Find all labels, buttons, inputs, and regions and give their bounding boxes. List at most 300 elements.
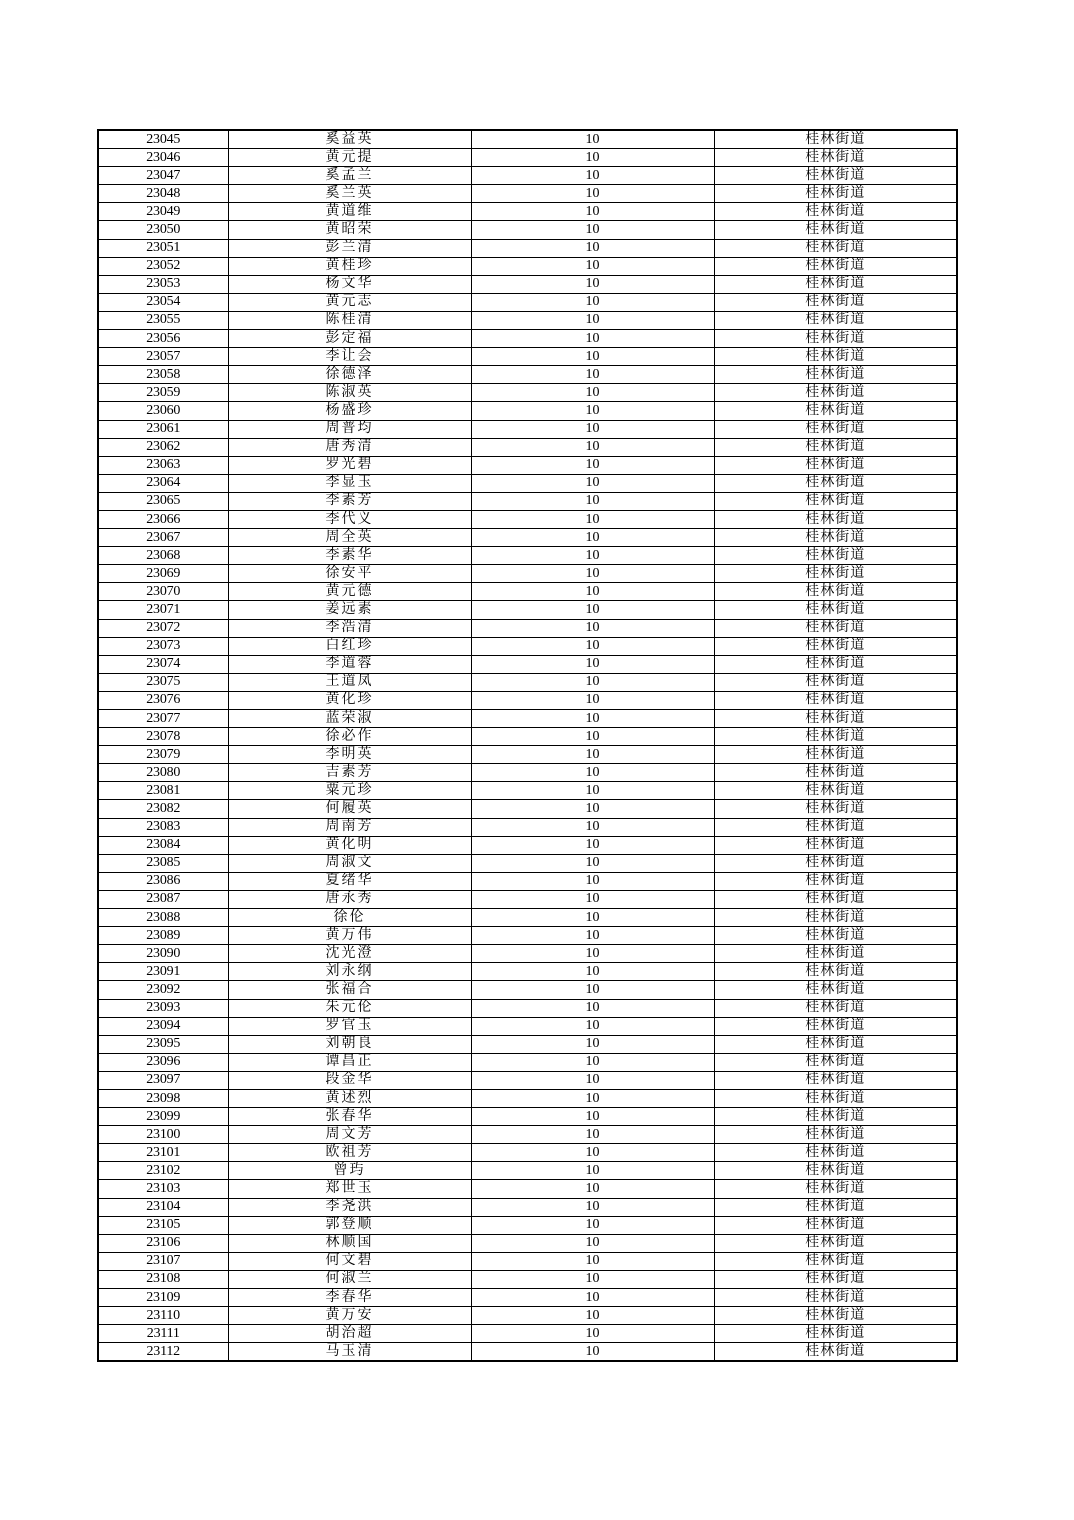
amount-cell: 10	[471, 999, 714, 1017]
street-cell: 桂林街道	[714, 1144, 957, 1162]
amount-cell: 10	[471, 438, 714, 456]
amount-cell: 10	[471, 601, 714, 619]
name-cell: 朱元伦	[228, 999, 471, 1017]
table-row	[98, 836, 957, 854]
id-cell: 23093	[98, 999, 228, 1017]
amount-cell: 10	[471, 1216, 714, 1234]
name-cell: 奚孟兰	[228, 167, 471, 185]
amount-cell: 10	[471, 583, 714, 601]
street-cell: 桂林街道	[714, 1307, 957, 1325]
id-cell: 23067	[98, 529, 228, 547]
street-cell: 桂林街道	[714, 438, 957, 456]
id-cell: 23099	[98, 1108, 228, 1126]
amount-cell: 10	[471, 728, 714, 746]
amount-cell: 10	[471, 384, 714, 402]
street-cell: 桂林街道	[714, 800, 957, 818]
name-cell: 郭登顺	[228, 1216, 471, 1234]
amount-cell: 10	[471, 981, 714, 999]
amount-cell: 10	[471, 818, 714, 836]
street-cell: 桂林街道	[714, 1035, 957, 1053]
id-cell: 23094	[98, 1017, 228, 1035]
table-row	[98, 1126, 957, 1144]
amount-cell: 10	[471, 1035, 714, 1053]
name-cell: 罗光碧	[228, 456, 471, 474]
street-cell: 桂林街道	[714, 691, 957, 709]
id-cell: 23047	[98, 167, 228, 185]
amount-cell: 10	[471, 800, 714, 818]
street-cell: 桂林街道	[714, 927, 957, 945]
amount-cell: 10	[471, 1053, 714, 1071]
id-cell: 23063	[98, 456, 228, 474]
name-cell: 郑世玉	[228, 1180, 471, 1198]
amount-cell: 10	[471, 257, 714, 275]
street-cell: 桂林街道	[714, 909, 957, 927]
street-cell: 桂林街道	[714, 257, 957, 275]
name-cell: 黄万安	[228, 1307, 471, 1325]
name-cell: 蓝荣淑	[228, 710, 471, 728]
amount-cell: 10	[471, 420, 714, 438]
table-row	[98, 637, 957, 655]
table-row	[98, 203, 957, 221]
table-row	[98, 547, 957, 565]
amount-cell: 10	[471, 1108, 714, 1126]
amount-cell: 10	[471, 746, 714, 764]
id-cell: 23084	[98, 836, 228, 854]
amount-cell: 10	[471, 1289, 714, 1307]
name-cell: 夏绪华	[228, 872, 471, 890]
id-cell: 23096	[98, 1053, 228, 1071]
table-row	[98, 1289, 957, 1307]
id-cell: 23046	[98, 149, 228, 167]
amount-cell: 10	[471, 890, 714, 908]
name-cell: 欧祖芳	[228, 1144, 471, 1162]
name-cell: 谭昌正	[228, 1053, 471, 1071]
street-cell: 桂林街道	[714, 764, 957, 782]
table-row	[98, 130, 957, 149]
table-row	[98, 1270, 957, 1288]
id-cell: 23083	[98, 818, 228, 836]
name-cell: 粟元珍	[228, 782, 471, 800]
street-cell: 桂林街道	[714, 130, 957, 149]
name-cell: 徐伦	[228, 909, 471, 927]
id-cell: 23069	[98, 565, 228, 583]
table-row	[98, 1252, 957, 1270]
id-cell: 23064	[98, 474, 228, 492]
table-row	[98, 348, 957, 366]
id-cell: 23071	[98, 601, 228, 619]
street-cell: 桂林街道	[714, 1017, 957, 1035]
id-cell: 23105	[98, 1216, 228, 1234]
name-cell: 李道蓉	[228, 655, 471, 673]
street-cell: 桂林街道	[714, 1198, 957, 1216]
amount-cell: 10	[471, 130, 714, 149]
table-row	[98, 438, 957, 456]
amount-cell: 10	[471, 311, 714, 329]
street-cell: 桂林街道	[714, 583, 957, 601]
table-row	[98, 311, 957, 329]
id-cell: 23087	[98, 890, 228, 908]
id-cell: 23092	[98, 981, 228, 999]
street-cell: 桂林街道	[714, 999, 957, 1017]
table-row	[98, 1198, 957, 1216]
amount-cell: 10	[471, 655, 714, 673]
amount-cell: 10	[471, 510, 714, 528]
id-cell: 23072	[98, 619, 228, 637]
amount-cell: 10	[471, 456, 714, 474]
street-cell: 桂林街道	[714, 1252, 957, 1270]
name-cell: 林顺国	[228, 1234, 471, 1252]
amount-cell: 10	[471, 1089, 714, 1107]
table-row	[98, 655, 957, 673]
table-row	[98, 456, 957, 474]
table-row	[98, 673, 957, 691]
street-cell: 桂林街道	[714, 384, 957, 402]
name-cell: 李显玉	[228, 474, 471, 492]
id-cell: 23056	[98, 330, 228, 348]
table-row	[98, 474, 957, 492]
amount-cell: 10	[471, 1234, 714, 1252]
table-row	[98, 275, 957, 293]
street-cell: 桂林街道	[714, 872, 957, 890]
id-cell: 23048	[98, 185, 228, 203]
table-row	[98, 963, 957, 981]
street-cell: 桂林街道	[714, 1162, 957, 1180]
id-cell: 23061	[98, 420, 228, 438]
name-cell: 李代义	[228, 510, 471, 528]
table-row	[98, 1234, 957, 1252]
name-cell: 奚兰英	[228, 185, 471, 203]
table-row	[98, 149, 957, 167]
amount-cell: 10	[471, 402, 714, 420]
amount-cell: 10	[471, 872, 714, 890]
id-cell: 23085	[98, 854, 228, 872]
table-row	[98, 1216, 957, 1234]
table-row	[98, 492, 957, 510]
id-cell: 23097	[98, 1071, 228, 1089]
name-cell: 黄元提	[228, 149, 471, 167]
name-cell: 周全英	[228, 529, 471, 547]
name-cell: 黄化珍	[228, 691, 471, 709]
name-cell: 徐德泽	[228, 366, 471, 384]
id-cell: 23049	[98, 203, 228, 221]
table-row	[98, 927, 957, 945]
street-cell: 桂林街道	[714, 330, 957, 348]
table-row	[98, 1035, 957, 1053]
amount-cell: 10	[471, 149, 714, 167]
name-cell: 杨文华	[228, 275, 471, 293]
name-cell: 李让会	[228, 348, 471, 366]
street-cell: 桂林街道	[714, 818, 957, 836]
id-cell: 23091	[98, 963, 228, 981]
street-cell: 桂林街道	[714, 637, 957, 655]
table-row	[98, 510, 957, 528]
table-row	[98, 981, 957, 999]
street-cell: 桂林街道	[714, 655, 957, 673]
street-cell: 桂林街道	[714, 402, 957, 420]
street-cell: 桂林街道	[714, 1289, 957, 1307]
street-cell: 桂林街道	[714, 1216, 957, 1234]
name-cell: 张福合	[228, 981, 471, 999]
name-cell: 唐永秀	[228, 890, 471, 908]
street-cell: 桂林街道	[714, 565, 957, 583]
id-cell: 23075	[98, 673, 228, 691]
name-cell: 马玉清	[228, 1343, 471, 1362]
amount-cell: 10	[471, 348, 714, 366]
name-cell: 姜远素	[228, 601, 471, 619]
name-cell: 黄述烈	[228, 1089, 471, 1107]
amount-cell: 10	[471, 1343, 714, 1362]
name-cell: 李明英	[228, 746, 471, 764]
table-row	[98, 890, 957, 908]
amount-cell: 10	[471, 945, 714, 963]
name-cell: 徐安平	[228, 565, 471, 583]
street-cell: 桂林街道	[714, 203, 957, 221]
table-row	[98, 1108, 957, 1126]
table-row	[98, 818, 957, 836]
amount-cell: 10	[471, 637, 714, 655]
name-cell: 何履英	[228, 800, 471, 818]
id-cell: 23088	[98, 909, 228, 927]
id-cell: 23053	[98, 275, 228, 293]
amount-cell: 10	[471, 764, 714, 782]
amount-cell: 10	[471, 1270, 714, 1288]
table-row	[98, 945, 957, 963]
id-cell: 23101	[98, 1144, 228, 1162]
street-cell: 桂林街道	[714, 239, 957, 257]
street-cell: 桂林街道	[714, 1234, 957, 1252]
street-cell: 桂林街道	[714, 1108, 957, 1126]
name-cell: 何文碧	[228, 1252, 471, 1270]
id-cell: 23082	[98, 800, 228, 818]
amount-cell: 10	[471, 909, 714, 927]
street-cell: 桂林街道	[714, 1126, 957, 1144]
amount-cell: 10	[471, 1180, 714, 1198]
table-row	[98, 1089, 957, 1107]
street-cell: 桂林街道	[714, 854, 957, 872]
table-row	[98, 1144, 957, 1162]
table-row	[98, 1180, 957, 1198]
street-cell: 桂林街道	[714, 1325, 957, 1343]
name-cell: 黄化明	[228, 836, 471, 854]
street-cell: 桂林街道	[714, 456, 957, 474]
name-cell: 徐必作	[228, 728, 471, 746]
id-cell: 23051	[98, 239, 228, 257]
id-cell: 23104	[98, 1198, 228, 1216]
id-cell: 23057	[98, 348, 228, 366]
id-cell: 23081	[98, 782, 228, 800]
table-row	[98, 384, 957, 402]
street-cell: 桂林街道	[714, 890, 957, 908]
street-cell: 桂林街道	[714, 945, 957, 963]
street-cell: 桂林街道	[714, 728, 957, 746]
name-cell: 何淑兰	[228, 1270, 471, 1288]
amount-cell: 10	[471, 1307, 714, 1325]
amount-cell: 10	[471, 1144, 714, 1162]
street-cell: 桂林街道	[714, 474, 957, 492]
name-cell: 黄元德	[228, 583, 471, 601]
street-cell: 桂林街道	[714, 492, 957, 510]
street-cell: 桂林街道	[714, 710, 957, 728]
name-cell: 沈光澄	[228, 945, 471, 963]
street-cell: 桂林街道	[714, 1180, 957, 1198]
table-row	[98, 330, 957, 348]
street-cell: 桂林街道	[714, 348, 957, 366]
street-cell: 桂林街道	[714, 673, 957, 691]
table-row	[98, 257, 957, 275]
street-cell: 桂林街道	[714, 167, 957, 185]
table-row	[98, 728, 957, 746]
amount-cell: 10	[471, 619, 714, 637]
id-cell: 23111	[98, 1325, 228, 1343]
amount-cell: 10	[471, 492, 714, 510]
name-cell: 陈淑英	[228, 384, 471, 402]
id-cell: 23100	[98, 1126, 228, 1144]
id-cell: 23052	[98, 257, 228, 275]
table-row	[98, 1162, 957, 1180]
street-cell: 桂林街道	[714, 221, 957, 239]
id-cell: 23098	[98, 1089, 228, 1107]
name-cell: 周文芳	[228, 1126, 471, 1144]
id-cell: 23076	[98, 691, 228, 709]
amount-cell: 10	[471, 1252, 714, 1270]
table-row	[98, 782, 957, 800]
street-cell: 桂林街道	[714, 746, 957, 764]
table-row	[98, 167, 957, 185]
amount-cell: 10	[471, 221, 714, 239]
id-cell: 23112	[98, 1343, 228, 1362]
id-cell: 23059	[98, 384, 228, 402]
amount-cell: 10	[471, 1071, 714, 1089]
amount-cell: 10	[471, 691, 714, 709]
street-cell: 桂林街道	[714, 185, 957, 203]
id-cell: 23106	[98, 1234, 228, 1252]
table-row	[98, 239, 957, 257]
table-row	[98, 909, 957, 927]
amount-cell: 10	[471, 836, 714, 854]
name-cell: 彭定福	[228, 330, 471, 348]
name-cell: 罗官玉	[228, 1017, 471, 1035]
street-cell: 桂林街道	[714, 601, 957, 619]
table-row	[98, 601, 957, 619]
table-row	[98, 999, 957, 1017]
table-row	[98, 293, 957, 311]
street-cell: 桂林街道	[714, 1343, 957, 1362]
id-cell: 23074	[98, 655, 228, 673]
amount-cell: 10	[471, 1198, 714, 1216]
amount-cell: 10	[471, 1126, 714, 1144]
id-cell: 23077	[98, 710, 228, 728]
amount-cell: 10	[471, 710, 714, 728]
id-cell: 23058	[98, 366, 228, 384]
amount-cell: 10	[471, 474, 714, 492]
amount-cell: 10	[471, 1162, 714, 1180]
street-cell: 桂林街道	[714, 1270, 957, 1288]
amount-cell: 10	[471, 529, 714, 547]
street-cell: 桂林街道	[714, 547, 957, 565]
amount-cell: 10	[471, 1325, 714, 1343]
table-row	[98, 619, 957, 637]
name-cell: 周淑文	[228, 854, 471, 872]
street-cell: 桂林街道	[714, 420, 957, 438]
amount-cell: 10	[471, 927, 714, 945]
street-cell: 桂林街道	[714, 1071, 957, 1089]
name-cell: 周南芳	[228, 818, 471, 836]
name-cell: 王道凤	[228, 673, 471, 691]
id-cell: 23068	[98, 547, 228, 565]
amount-cell: 10	[471, 203, 714, 221]
street-cell: 桂林街道	[714, 963, 957, 981]
id-cell: 23079	[98, 746, 228, 764]
id-cell: 23103	[98, 1180, 228, 1198]
table-row	[98, 221, 957, 239]
amount-cell: 10	[471, 782, 714, 800]
street-cell: 桂林街道	[714, 149, 957, 167]
table-row	[98, 185, 957, 203]
id-cell: 23073	[98, 637, 228, 655]
table-body	[98, 130, 957, 1361]
name-cell: 杨盛珍	[228, 402, 471, 420]
name-cell: 曾玙	[228, 1162, 471, 1180]
id-cell: 23102	[98, 1162, 228, 1180]
amount-cell: 10	[471, 854, 714, 872]
amount-cell: 10	[471, 963, 714, 981]
name-cell: 李素芳	[228, 492, 471, 510]
id-cell: 23060	[98, 402, 228, 420]
id-cell: 23090	[98, 945, 228, 963]
table-row	[98, 583, 957, 601]
table-row	[98, 872, 957, 890]
street-cell: 桂林街道	[714, 782, 957, 800]
name-cell: 黄万伟	[228, 927, 471, 945]
amount-cell: 10	[471, 547, 714, 565]
table-row	[98, 854, 957, 872]
street-cell: 桂林街道	[714, 529, 957, 547]
amount-cell: 10	[471, 239, 714, 257]
street-cell: 桂林街道	[714, 293, 957, 311]
id-cell: 23050	[98, 221, 228, 239]
table-row	[98, 529, 957, 547]
name-cell: 唐秀清	[228, 438, 471, 456]
id-cell: 23065	[98, 492, 228, 510]
street-cell: 桂林街道	[714, 510, 957, 528]
table-row	[98, 402, 957, 420]
amount-cell: 10	[471, 1017, 714, 1035]
id-cell: 23089	[98, 927, 228, 945]
table-row	[98, 1325, 957, 1343]
street-cell: 桂林街道	[714, 1053, 957, 1071]
table-row	[98, 1053, 957, 1071]
amount-cell: 10	[471, 673, 714, 691]
street-cell: 桂林街道	[714, 366, 957, 384]
amount-cell: 10	[471, 565, 714, 583]
amount-cell: 10	[471, 293, 714, 311]
amount-cell: 10	[471, 167, 714, 185]
name-cell: 李素华	[228, 547, 471, 565]
name-cell: 奚益英	[228, 130, 471, 149]
name-cell: 李春华	[228, 1289, 471, 1307]
id-cell: 23045	[98, 130, 228, 149]
id-cell: 23055	[98, 311, 228, 329]
id-cell: 23107	[98, 1252, 228, 1270]
table-row	[98, 420, 957, 438]
street-cell: 桂林街道	[714, 981, 957, 999]
name-cell: 张春华	[228, 1108, 471, 1126]
amount-cell: 10	[471, 275, 714, 293]
street-cell: 桂林街道	[714, 311, 957, 329]
table-row	[98, 800, 957, 818]
name-cell: 胡治超	[228, 1325, 471, 1343]
name-cell: 李尧洪	[228, 1198, 471, 1216]
